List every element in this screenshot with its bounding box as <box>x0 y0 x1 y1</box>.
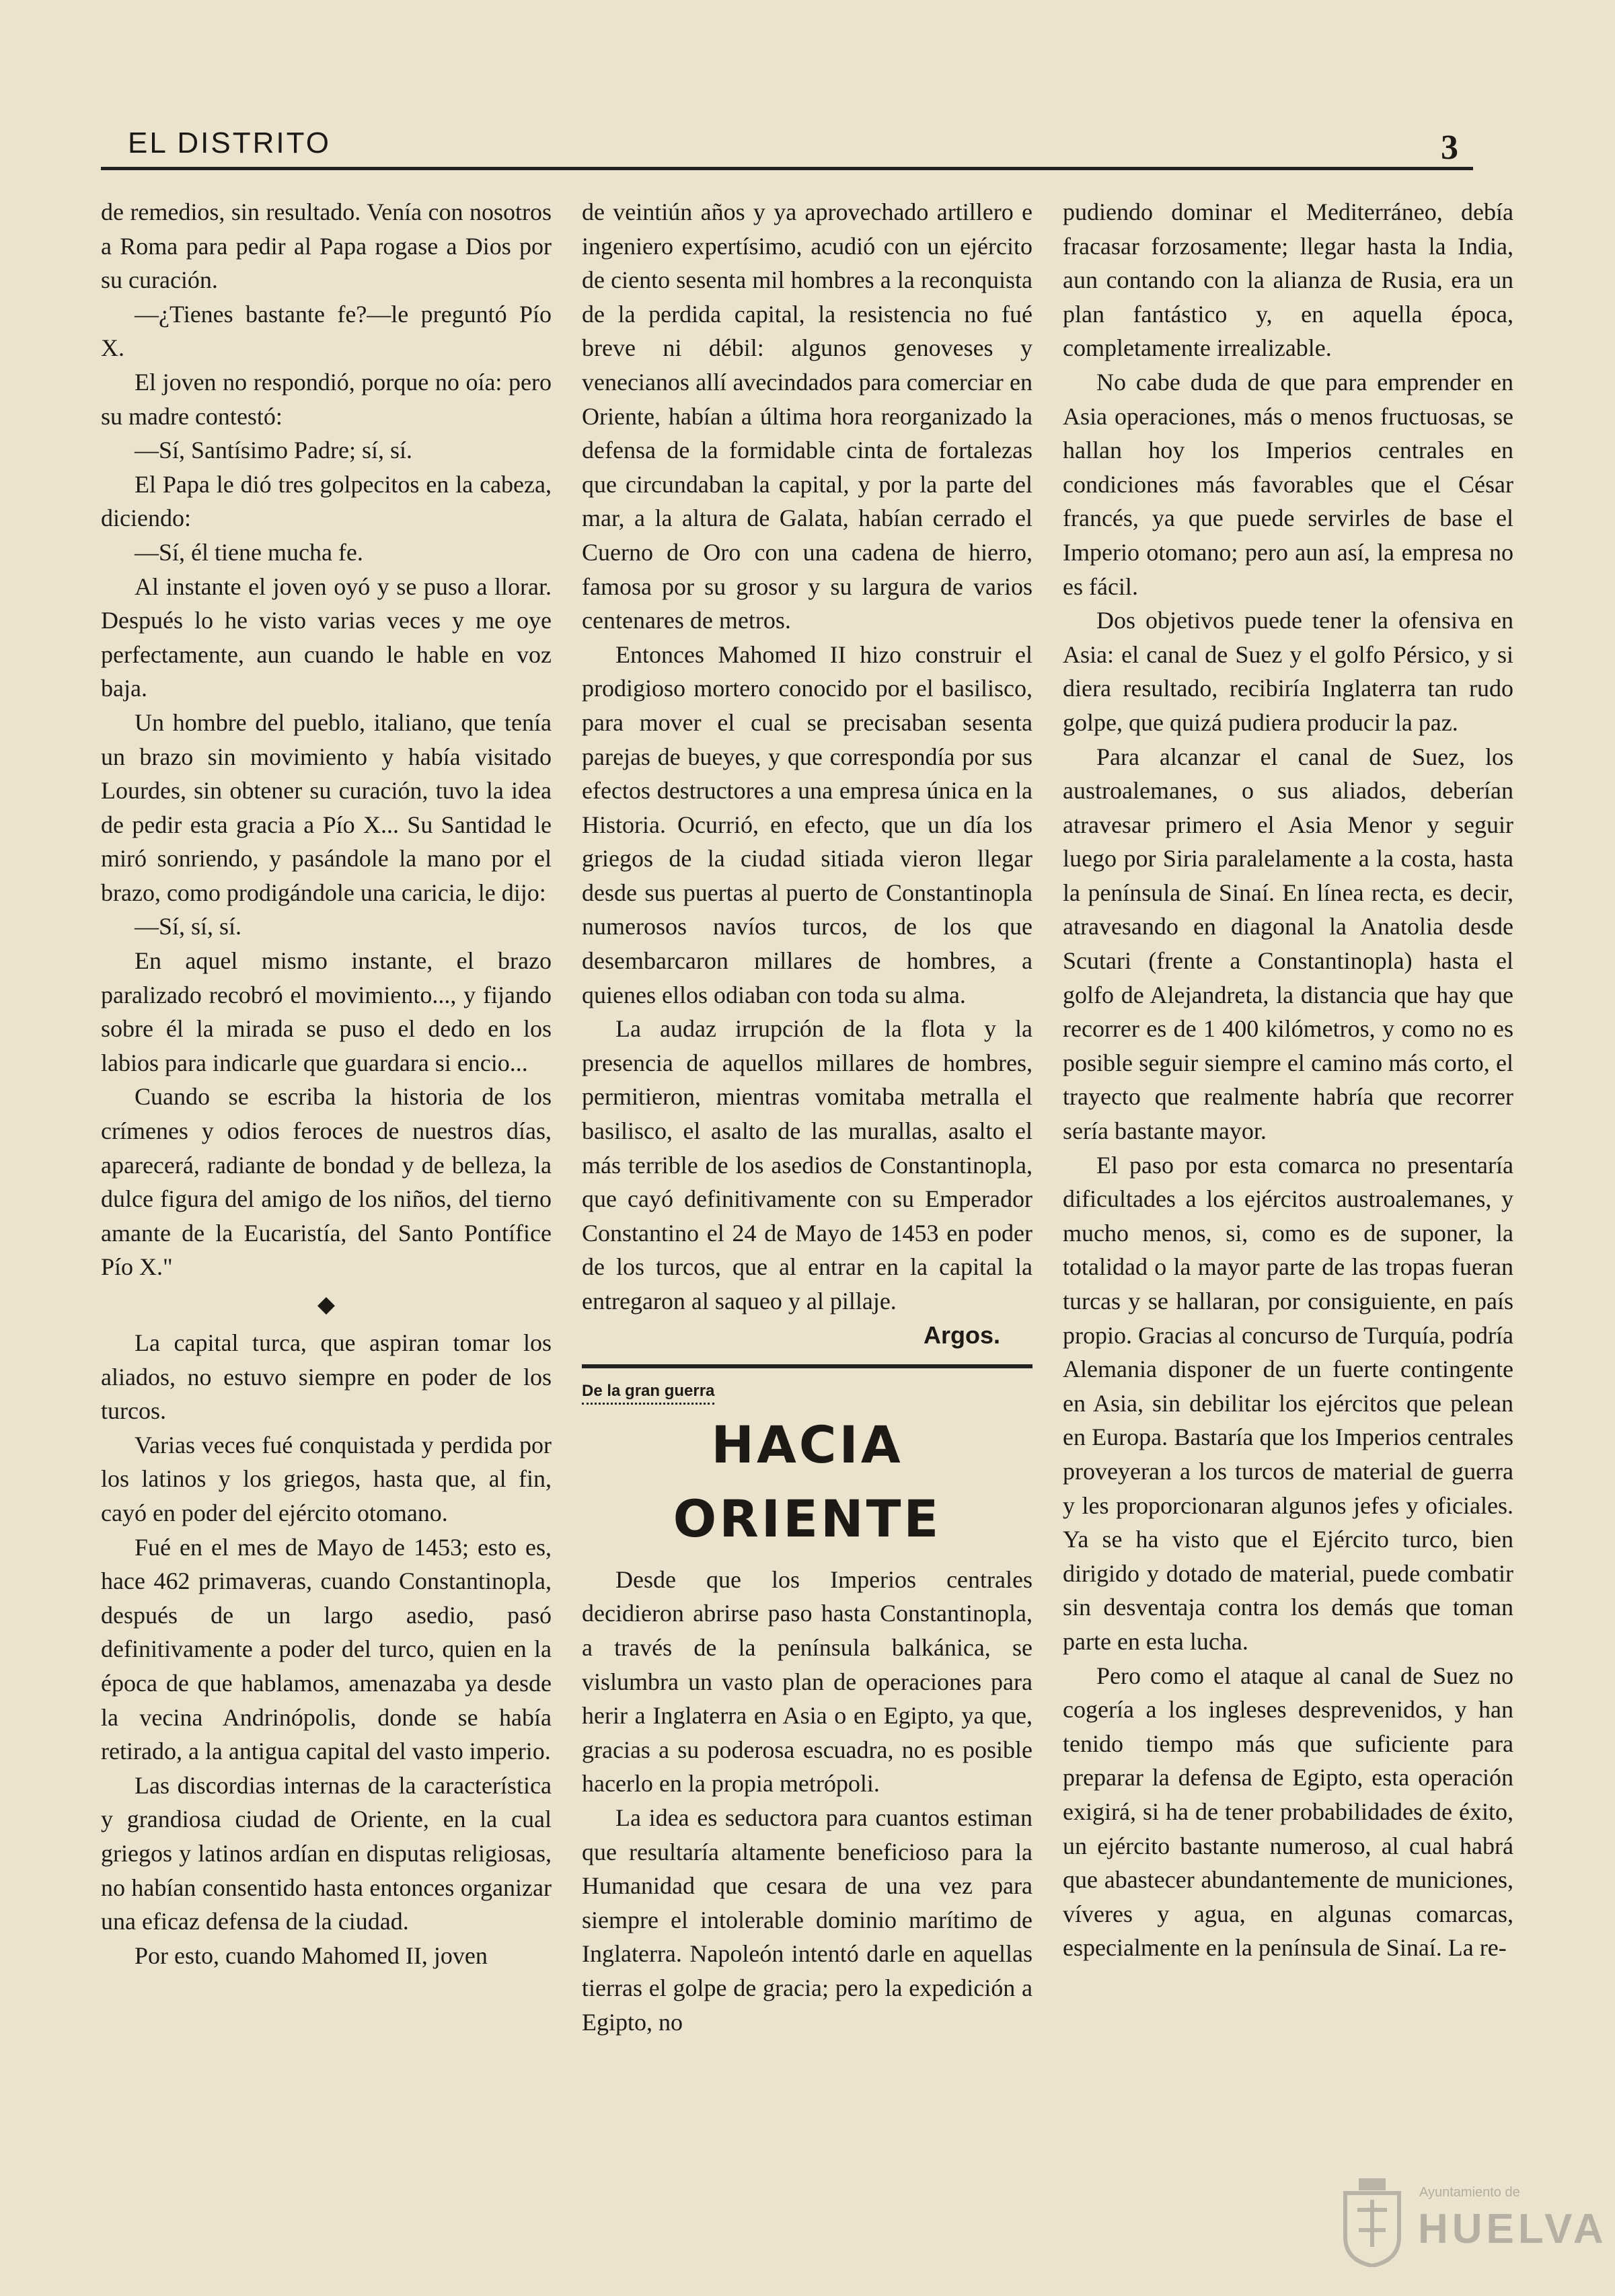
huelva-watermark-logo <box>1339 2173 1608 2274</box>
paragraph: Para alcanzar el canal de Suez, los austroalemanes, o sus aliados, deberían atravesar primero el Asia Menor y seguir luego por Siria paralelamente a la costa, hasta la península de Sinaí. En línea recta, es decir, atravesando en diagonal la Anatolia desde Scutari (frente a Constantinopla) hasta el golfo de Alejandreta, la distancia que hay que recorrer es de 1 400 kilómetros, y como no es posible seguir siempre el camino más corto, el trayecto que realmente habría que recorrer sería bastante mayor. <box>1063 743 1513 1145</box>
paragraph: La capital turca, que aspiran tomar los aliados, no estuvo siempre en poder de los turcos. <box>101 1329 552 1425</box>
paragraph: Varias veces fué conquistada y perdida por los latinos y los griegos, hasta que, al fin, cayó en poder del ejército otomano. <box>101 1431 552 1526</box>
paragraph: —¿Tienes bastante fe?—le preguntó Pío X. <box>101 300 552 362</box>
column-3 <box>1063 195 1513 1965</box>
paragraph: Fué en el mes de Mayo de 1453; esto es, hace 462 primaveras, cuando Constantinopla, después de un largo asedio, pasó definitivamente a poder del turco, quien en la época de que hablamos, amenazaba ya desde la vecina Andrinópolis, donde se había retirado, a la antigua capital del vasto imperio. <box>101 1533 552 1765</box>
article-signature: Argos. <box>923 1321 1000 1349</box>
paragraph: No cabe duda de que para emprender en Asia operaciones, más o menos fructuosas, se hallan hoy los Imperios centrales en condiciones más favorables que el César francés, ya que puede servirles de base el Imperio otomano; pero aun así, la empresa no es fácil. <box>1063 368 1513 600</box>
section-title: HACIA ORIENTE <box>673 1414 942 1549</box>
paragraph: La idea es seductora para cuantos estiman que resultaría altamente beneficioso para la Humanidad que cesara de una vez para siempre el intolerable dominio marítimo de Inglaterra. Napoleón intentó darle en aquellas tierras el golpe de gracia; pero la expedición a Egipto, no <box>582 1804 1032 2036</box>
paragraph: Cuando se escriba la historia de los crímenes y odios feroces de nuestros días, aparecerá, radiante de bondad y de belleza, la dulce figura del amigo de los niños, del tierno amante de la Eucaristía, del Santo Pontífice Pío X." <box>101 1083 552 1281</box>
paragraph: Al instante el joven oyó y se puso a llorar. Después lo he visto varias veces y me oye perfectamente, aun cuando le hable en voz baja. <box>101 572 552 702</box>
paragraph: Dos objetivos puede tener la ofensiva en Asia: el canal de Suez y el golfo Pérsico, y si diera resultado, recibiría Inglaterra tan rudo golpe, que quizá pudiera producir la paz. <box>1063 607 1513 736</box>
section-kicker: De la gran guerra <box>582 1381 714 1405</box>
coat-of-arms-icon <box>1339 2173 1406 2267</box>
newspaper-title: EL DISTRITO <box>128 126 331 159</box>
paragraph: Las discordias internas de la característica y grandiosa ciudad de Oriente, en la cual griegos y latinos ardían en disputas religiosas, no habían consentido hasta entonces organizar una eficaz defensa de la ciudad. <box>101 1771 552 1935</box>
paragraph: El joven no respondió, porque no oía: pero su madre contestó: <box>101 368 552 430</box>
paragraph: Un hombre del pueblo, italiano, que tenía un brazo sin movimiento y había visitado Lourdes, sin obtener su curación, tuvo la idea de pedir esta gracia a Pío X... Su Santidad le miró sonriendo, y pasándole la mano por el brazo, como prodigándole una caricia, le dijo: <box>101 708 552 906</box>
watermark-caption: Ayuntamiento de <box>1419 2185 1520 2200</box>
paragraph: —Sí, él tiene mucha fe. <box>135 538 363 566</box>
paragraph: Entonces Mahomed II hizo construir el prodigioso mortero conocido por el basilisco, para mover el cual se precisaban sesenta parejas de bueyes, y que correspondía por sus efectos destructores a una empresa única en la Historia. Ocurrió, en efecto, que un día los griegos de la ciudad sitiada vieron llegar desde sus puertas al puerto de Constantinopla numerosos navíos turcos, de los que desembarcaron millares de hombres, a quienes ellos odiaban con toda su alma. <box>582 640 1032 1008</box>
paragraph: —Sí, Santísimo Padre; sí, sí. <box>135 437 413 464</box>
column-2 <box>582 195 1032 2039</box>
paragraph: de remedios, sin resultado. Venía con nosotros a Roma para pedir al Papa rogase a Dios por su curación. <box>101 198 552 294</box>
paragraph: Pero como el ataque al canal de Suez no cogería a los ingleses desprevenidos, y han tenido tiempo más que suficiente para preparar la defensa de Egipto, esta operación exigirá, si ha de tener probabilidades de éxito, un ejército bastante numeroso, al cual habrá que abastecer abundantemente de municiones, víveres y agua, en algunas comarcas, especialmente en la península de Sinaí. La re- <box>1063 1662 1513 1962</box>
paragraph: Por esto, cuando Mahomed II, joven <box>135 1941 488 1969</box>
paragraph: Desde que los Imperios centrales decidieron abrirse paso hasta Constantinopla, a través de la península balkánica, se vislumbra un vasto plan de operaciones para herir a Inglaterra en Asia o en Egipto, ya que, gracias a su poderosa escuadra, no es posible hacerlo en la propia metrópoli. <box>582 1565 1032 1798</box>
paragraph: El paso por esta comarca no presentaría dificultades a los ejércitos austroalemanes, y mucho menos, si, como es de suponer, la totalidad o la mayor parte de las tropas fueran turcas y se hallaran, por consiguiente, en país propio. Gracias al concurso de Turquía, podría Alemania disponer de un fuerte contingente en Asia, sin debilitar los ejércitos que pelean en Europa. Bastaría que los Imperios centrales proveyeran a los turcos de material de guerra y les proporcionaran algunos jefes y oficiales. Ya se ha visto que el Ejército turco, bien dirigido y dotado de material, puede combatir sin desventaja contra los demás que toman parte en esta lucha. <box>1063 1151 1513 1655</box>
watermark-word: HUELVA <box>1418 2206 1608 2252</box>
header-rule <box>101 167 1473 170</box>
diamond-separator-icon: ◆ <box>317 1292 336 1317</box>
page-number: 3 <box>1441 128 1458 167</box>
paragraph: pudiendo dominar el Mediterráneo, debía fracasar forzosamente; llegar hasta la India, aun contando con la alianza de Rusia, era un plan fantástico y, en aquella época, completamente irrealizable. <box>1063 198 1513 362</box>
paragraph: En aquel mismo instante, el brazo paralizado recobró el movimiento..., y fijando sobre él la mirada se puso el dedo en los labios para indicarle que guardara si encio... <box>101 947 552 1076</box>
paragraph: de veintiún años y ya aprovechado artillero e ingeniero expertísimo, acudió con un ejército de ciento sesenta mil hombres a la reconquista de la perdida capital, la resistencia no fué breve ni débil: algunos genoveses y venecianos allí avecindados para comerciar en Oriente, habían a última hora reorganizado la defensa de la formidable cinta de fortalezas que circundaban la capital, y por la parte del mar, a la altura de Galata, habían cerrado el Cuerno de Oro con una cadena de hierro, famosa por su grosor y su largura de varios centenares de metros. <box>582 198 1032 634</box>
section-rule <box>582 1364 1032 1368</box>
paragraph: —Sí, sí, sí. <box>135 913 242 940</box>
paragraph: La audaz irrupción de la flota y la presencia de aquellos millares de hombres, permitieron, mientras vomitaba metralla el basilisco, el asalto de las murallas, asalto el más terrible de los asedios de Constantinopla, que cayó definitivamente con su Emperador Constantino el 24 de Mayo de 1453 en poder de los turcos, que al entrar en la capital la entregaron al saqueo y al pillaje. <box>582 1015 1032 1314</box>
column-1 <box>101 195 552 1972</box>
paragraph: El Papa le dió tres golpecitos en la cabeza, diciendo: <box>101 470 552 532</box>
